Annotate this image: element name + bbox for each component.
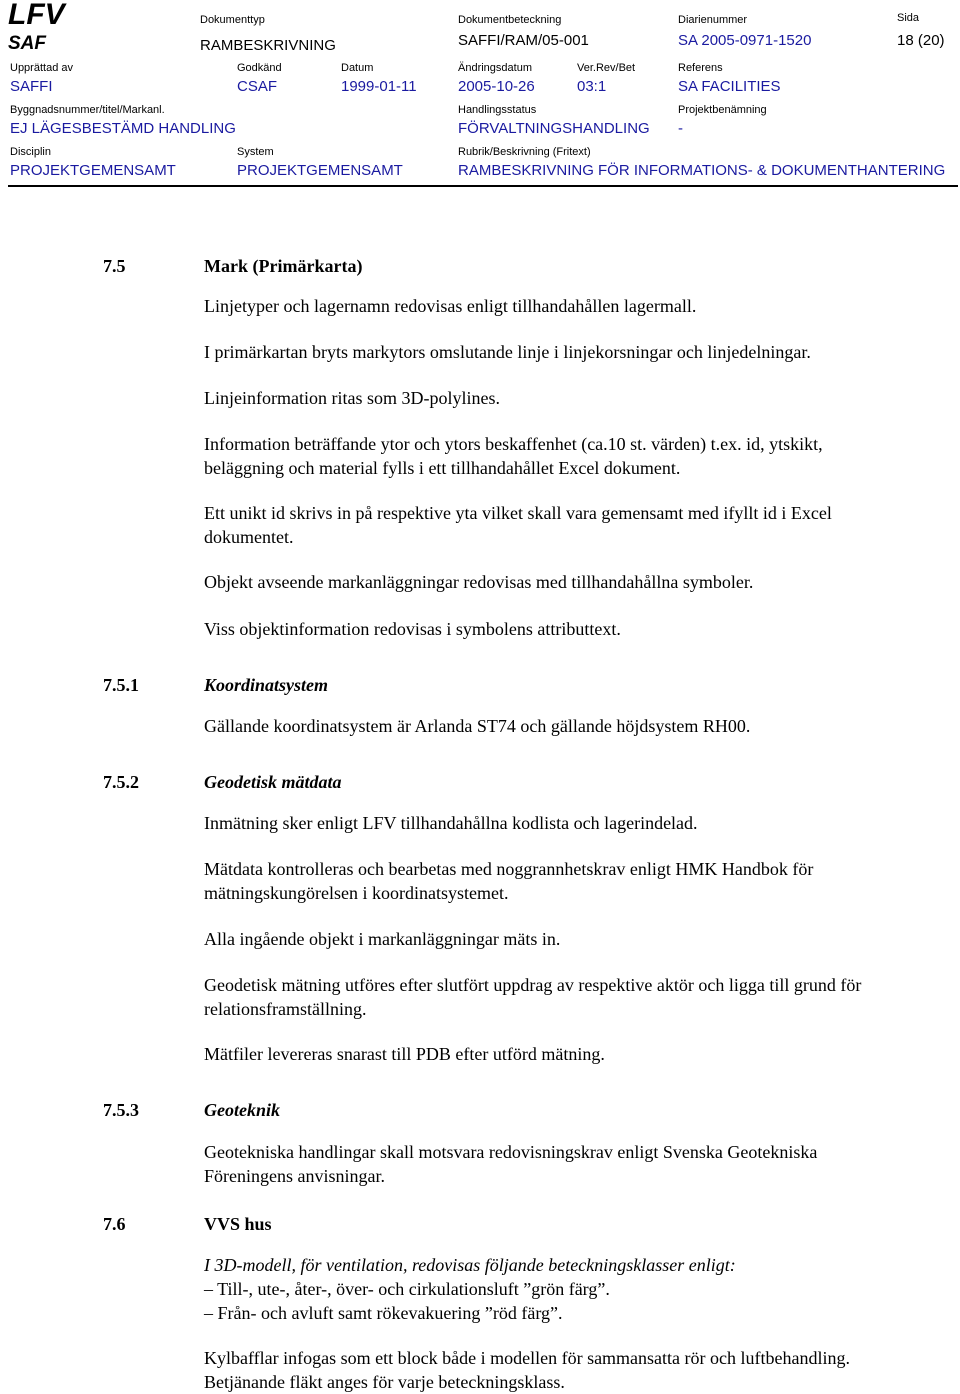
paragraph: I 3D-modell, för ventilation, redovisas följande beteckningsklasser enligt: <box>204 1255 736 1275</box>
doc-type-label: Dokumenttyp <box>200 14 265 26</box>
paragraph-line: relationsframställning. <box>204 999 367 1019</box>
paragraph: Gällande koordinatsystem är Arlanda ST74 och gällande höjdsystem RH00. <box>204 716 751 736</box>
approved-value: CSAF <box>237 78 278 95</box>
logo-saf: SAF <box>8 33 46 54</box>
paragraph-line: Betjänande fläkt anges för varje beteckningsklass. <box>204 1372 565 1392</box>
section-7-5-title: Mark (Primärkarta) <box>204 256 363 276</box>
paragraph: Alla ingående objekt i markanläggningar mäts in. <box>204 929 561 949</box>
registry-label: Diarienummer <box>678 14 748 26</box>
paragraph-line: Geotekniska handlingar skall motsvara redovisningskrav enligt Svenska Geotekniska <box>204 1142 818 1162</box>
paragraph-line: Geodetisk mätning utföres efter slutfört uppdrag av respektive aktör och ligga till grund för <box>204 975 862 995</box>
paragraph <box>204 857 813 905</box>
approved-label: Godkänd <box>237 62 282 74</box>
paragraph: Mätfiler levereras snarast till PDB efter utförd mätning. <box>204 1044 605 1064</box>
section-7-5-3-title: Geoteknik <box>204 1100 280 1120</box>
system-value: PROJEKTGEMENSAMT <box>237 162 403 179</box>
date-value: 1999-01-11 <box>341 78 417 95</box>
paragraph: Linjetyper och lagernamn redovisas enligt tillhandahållen lagermall. <box>204 296 697 316</box>
reference-value: SA FACILITIES <box>678 78 781 95</box>
section-7-5-2-title: Geodetisk mätdata <box>204 772 342 792</box>
designation-label: Dokumentbeteckning <box>458 14 562 26</box>
section-7-5-number: 7.5 <box>103 256 126 276</box>
section-7-5-1-title: Koordinatsystem <box>204 675 329 695</box>
paragraph-line: Ett unikt id skrivs in på respektive yta vilket skall vara gemensamt med ifyllt id i Excel <box>204 503 832 523</box>
discipline-label: Disciplin <box>10 146 51 158</box>
rubric-value: RAMBESKRIVNING FÖR INFORMATIONS- & DOKUMENTHANTERING <box>458 162 946 179</box>
revision-label: Ver.Rev/Bet <box>577 62 636 74</box>
bullet-item: – Från- och avluft samt rökevakuering ”röd färg”. <box>204 1303 563 1323</box>
header-divider <box>8 185 958 187</box>
paragraph-line: Information beträffande ytor och ytors beskaffenhet (ca.10 st. värden) t.ex. id, ytskikt, <box>204 434 823 454</box>
paragraph: Inmätning sker enligt LFV tillhandahållna kodlista och lagerindelad. <box>204 813 698 833</box>
discipline-value: PROJEKTGEMENSAMT <box>10 162 176 179</box>
prepared-label: Upprättad av <box>10 62 73 74</box>
change-date-label: Ändringsdatum <box>458 62 532 74</box>
paragraph-line: dokumentet. <box>204 527 294 547</box>
page-number: 18 (20) <box>897 32 945 49</box>
section-7-6-title: VVS hus <box>204 1214 272 1234</box>
paragraph: Viss objektinformation redovisas i symbolens attributtext. <box>204 619 621 639</box>
paragraph <box>204 432 823 480</box>
paragraph <box>204 1140 817 1188</box>
paragraph-line: Mätdata kontrolleras och bearbetas med noggrannhetskrav enligt HMK Handbok för <box>204 859 814 879</box>
paragraph-line: Kylbafflar infogas som ett block både i modellen för sammansatta rör och luftbehandling. <box>204 1348 850 1368</box>
bullet-item: – Till-, ute-, åter-, över- och cirkulationsluft ”grön färg”. <box>204 1279 610 1299</box>
system-label: System <box>237 146 274 158</box>
reference-label: Referens <box>678 62 723 74</box>
paragraph <box>204 973 861 1021</box>
paragraph: I primärkartan bryts markytors omslutande linje i linjekorsningar och linjedelningar. <box>204 342 811 362</box>
change-date-value: 2005-10-26 <box>458 78 535 95</box>
paragraph-line: beläggning och material fylls i ett tillhandahållet Excel dokument. <box>204 458 681 478</box>
paragraph <box>204 1346 850 1394</box>
page-label: Sida <box>897 12 920 24</box>
doc-type-value: RAMBESKRIVNING <box>200 37 336 54</box>
section-7-6-number: 7.6 <box>103 1214 126 1234</box>
logo-lfv: LFV <box>8 0 65 31</box>
paragraph: Linjeinformation ritas som 3D-polylines. <box>204 388 500 408</box>
paragraph-line: mätningskungörelsen i koordinatsystemet. <box>204 883 509 903</box>
rubric-label: Rubrik/Beskrivning (Fritext) <box>458 146 591 158</box>
revision-value: 03:1 <box>577 78 607 95</box>
paragraph: Objekt avseende markanläggningar redovisas med tillhandahållna symboler. <box>204 572 754 592</box>
designation-value: SAFFI/RAM/05-001 <box>458 32 589 49</box>
status-value: FÖRVALTNINGSHANDLING <box>458 120 650 137</box>
registry-value: SA 2005-0971-1520 <box>678 32 812 49</box>
project-label: Projektbenämning <box>678 104 767 116</box>
date-label: Datum <box>341 62 374 74</box>
status-label: Handlingsstatus <box>458 104 537 116</box>
paragraph-line: Föreningens anvisningar. <box>204 1166 385 1186</box>
section-7-5-3-number: 7.5.3 <box>103 1100 139 1120</box>
paragraph <box>204 501 832 549</box>
building-label: Byggnadsnummer/titel/Markanl. <box>10 104 165 116</box>
prepared-value: SAFFI <box>10 78 53 95</box>
building-value: EJ LÄGESBESTÄMD HANDLING <box>10 120 236 137</box>
project-value: - <box>678 120 683 137</box>
section-7-5-1-number: 7.5.1 <box>103 675 139 695</box>
section-7-5-2-number: 7.5.2 <box>103 772 139 792</box>
